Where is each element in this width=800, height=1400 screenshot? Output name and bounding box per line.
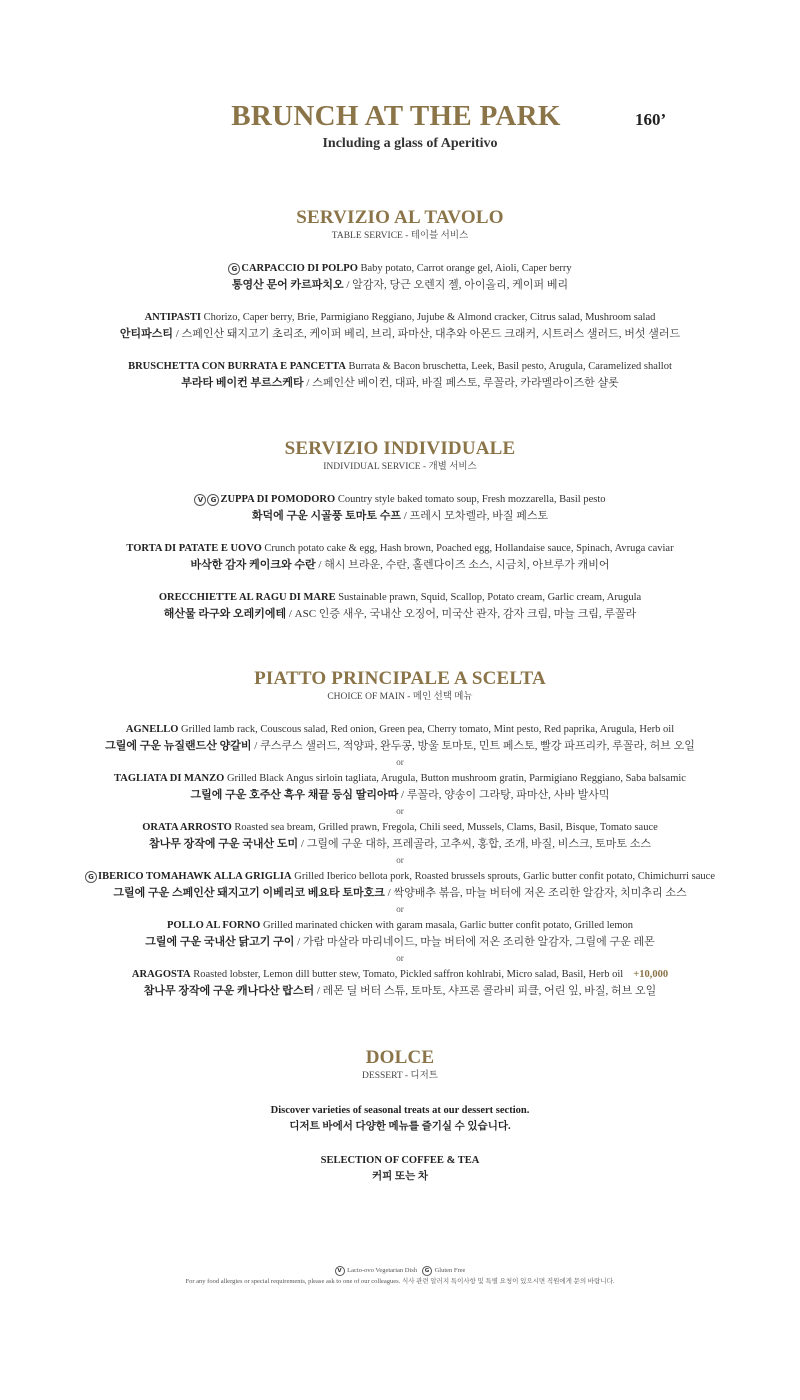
- or-divider: or: [396, 757, 404, 767]
- item-name: ORATA ARROSTO: [142, 822, 232, 833]
- item-desc-ko: / 쿠스쿠스 샐러드, 적양파, 완두콩, 방울 토마토, 민트 페스토, 빨강 파프리카, 루꼴라, 허브 오일: [251, 740, 695, 752]
- menu-item-torta: [0, 541, 800, 573]
- or-divider: or: [396, 904, 404, 914]
- item-name: ANTIPASTI: [144, 312, 201, 323]
- vegetarian-label: Lacto-ovo Vegetarian Dish: [347, 1267, 418, 1274]
- menu-item-orata: [0, 820, 800, 852]
- item-desc-ko: / 싹양배추 볶음, 마늘 버터에 저온 조리한 알감자, 치미추리 소스: [384, 887, 687, 899]
- item-name: AGNELLO: [125, 724, 179, 735]
- item-desc-ko: / 레몬 딜 버터 스튜, 토마토, 샤프론 콜라비 피클, 어린 잎, 바질, 허브 오일: [314, 985, 657, 997]
- dessert-text-en: Discover varieties of seasonal treats at our dessert section.: [270, 1105, 530, 1116]
- supplement-price: +10,000: [633, 969, 669, 980]
- menu-title: BRUNCH AT THE PARK: [231, 100, 561, 132]
- item-desc: Grilled Iberico bellota pork, Roasted brussels sprouts, Garlic butter confit potato, Chimichurri sauce: [291, 871, 716, 882]
- coffee-tea-en: SELECTION OF COFFEE & TEA: [320, 1155, 480, 1166]
- gluten-free-label: Gluten Free: [434, 1267, 466, 1274]
- item-name-ko: 그릴에 구운 스페인산 돼지고기 이베리코 베요타 토마호크: [113, 887, 385, 899]
- item-desc-ko: / 루꼴라, 양송이 그라탕, 파마산, 사바 발사믹: [398, 789, 610, 801]
- gluten-free-icon: G: [228, 263, 240, 275]
- or-divider: or: [396, 855, 404, 865]
- menu-item-aragosta: [0, 967, 800, 999]
- dessert-text-ko: 디저트 바에서 다양한 메뉴를 즐기실 수 있습니다.: [289, 1121, 511, 1132]
- vegetarian-icon: V: [194, 494, 206, 506]
- or-divider: or: [396, 806, 404, 816]
- item-desc: Crunch potato cake & egg, Hash brown, Poached egg, Hollandaise sauce, Spinach, Avruga caviar: [261, 543, 674, 554]
- item-name-ko: 통영산 문어 카르파치오: [231, 279, 344, 291]
- item-name: ARAGOSTA: [131, 969, 191, 980]
- item-desc-ko: / 스페인산 돼지고기 초리조, 케이퍼 베리, 브리, 파마산, 대추와 아몬드 크래커, 시트러스 샐러드, 버섯 샐러드: [173, 328, 681, 340]
- item-desc-ko: / 해시 브라운, 수란, 홀렌다이즈 소스, 시금치, 아브루가 캐비어: [315, 559, 610, 571]
- item-desc: Grilled lamb rack, Couscous salad, Red onion, Green pea, Cherry tomato, Mint pesto, Red paprika, Arugula, Herb oil: [178, 724, 675, 735]
- item-desc: Roasted lobster, Lemon dill butter stew, Tomato, Pickled saffron kohlrabi, Micro salad, Basil, Herb oil: [190, 969, 624, 980]
- allergy-note: For any food allergies or special requirements, please ask to one of our colleagues. 식사 관련 알러지 특이사항 및 특별 요청이 있으시면 직원에게 문의 바랍니다.: [185, 1278, 615, 1285]
- item-desc: Country style baked tomato soup, Fresh mozzarella, Basil pesto: [335, 494, 606, 505]
- section-table-service: [0, 207, 800, 391]
- item-desc: Grilled marinated chicken with garam masala, Garlic butter confit potato, Grilled lemon: [260, 920, 633, 931]
- section-subtitle: CHOICE OF MAIN - 메인 선택 메뉴: [327, 692, 473, 702]
- item-name: BRUSCHETTA CON BURRATA E PANCETTA: [128, 361, 346, 372]
- gluten-free-icon: G: [207, 494, 219, 506]
- item-desc-ko: / 그릴에 구운 대하, 프레골라, 고추씨, 홍합, 조개, 바질, 비스크, 토마토 소스: [298, 838, 651, 850]
- footer: [0, 1265, 800, 1287]
- section-title: SERVIZIO INDIVIDUALE: [284, 438, 516, 459]
- item-name: TAGLIATA DI MANZO: [114, 773, 225, 784]
- menu-subtitle: Including a glass of Aperitivo: [322, 136, 498, 151]
- menu-item-pollo: [0, 918, 800, 950]
- section-individual-service: [0, 438, 800, 622]
- item-name-ko: 참나무 장작에 구운 국내산 도미: [149, 838, 299, 850]
- item-name-ko: 그릴에 구운 호주산 흑우 채끝 등심 딸리아따: [190, 789, 399, 801]
- item-name: POLLO AL FORNO: [167, 920, 261, 931]
- menu-price: 160’: [635, 110, 667, 129]
- item-name-ko: 안티파스티: [119, 328, 174, 340]
- item-name-ko: 그릴에 구운 국내산 닭고기 구이: [145, 936, 295, 948]
- item-name-ko: 해산물 라구와 오레키에테: [163, 608, 287, 620]
- item-desc-ko: / 가람 마살라 마리네이드, 마늘 버터에 저온 조리한 알감자, 그릴에 구운 레몬: [294, 936, 655, 948]
- item-desc-ko: / 프레시 모차렐라, 바질 페스토: [401, 510, 549, 522]
- section-title: PIATTO PRINCIPALE A SCELTA: [254, 668, 546, 689]
- menu-item-iberico: [0, 869, 800, 901]
- item-name: TORTA DI PATATE E UOVO: [126, 543, 262, 554]
- coffee-tea-ko: 커피 또는 차: [372, 1171, 428, 1182]
- section-title: SERVIZIO AL TAVOLO: [296, 207, 504, 228]
- item-name: ORECCHIETTE AL RAGU DI MARE: [158, 592, 336, 603]
- section-title: DOLCE: [365, 1047, 435, 1068]
- dietary-legend: [0, 1265, 800, 1277]
- vegetarian-icon: V: [335, 1266, 345, 1276]
- menu-item-antipasti: [0, 310, 800, 342]
- item-desc: Sustainable prawn, Squid, Scallop, Potato cream, Garlic cream, Arugula: [335, 592, 642, 603]
- section-dessert: [0, 1047, 800, 1185]
- item-desc-ko: / 스페인산 베이컨, 대파, 바질 페스토, 루꼴라, 카라멜라이즈한 샬롯: [303, 377, 619, 389]
- gluten-free-icon: G: [85, 871, 97, 883]
- item-desc-ko: / 알감자, 당근 오렌지 젤, 아이올리, 케이퍼 베리: [343, 279, 569, 291]
- menu-item-bruschetta: [0, 359, 800, 391]
- menu-item-carpaccio: [0, 261, 800, 293]
- item-name: ZUPPA DI POMODORO: [220, 494, 336, 505]
- section-subtitle: DESSERT - 디저트: [362, 1071, 438, 1081]
- menu-item-zuppa: [0, 492, 800, 524]
- menu-item-tagliata: [0, 771, 800, 803]
- item-name-ko: 바삭한 감자 케이크와 수란: [190, 559, 316, 571]
- item-name-ko: 그릴에 구운 뉴질랜드산 양갈비: [105, 740, 252, 752]
- item-desc: Roasted sea bream, Grilled prawn, Fregola, Chili seed, Mussels, Clams, Basil, Bisque, Tomato sauce: [231, 822, 658, 833]
- or-divider: or: [396, 953, 404, 963]
- item-name-ko: 부라타 베이컨 부르스케타: [181, 377, 304, 389]
- item-name-ko: 화덕에 구운 시골풍 토마토 수프: [251, 510, 402, 522]
- gluten-free-icon: G: [422, 1266, 432, 1276]
- section-subtitle: INDIVIDUAL SERVICE - 개별 서비스: [323, 462, 477, 472]
- menu-item-agnello: [0, 722, 800, 754]
- menu-item-orecchiette: [0, 590, 800, 622]
- item-desc: Grilled Black Angus sirloin tagliata, Arugula, Button mushroom gratin, Parmigiano Reggiano, Saba balsamic: [224, 773, 686, 784]
- item-desc: Burrata & Bacon bruschetta, Leek, Basil pesto, Arugula, Caramelized shallot: [345, 361, 672, 372]
- item-desc: Chorizo, Caper berry, Brie, Parmigiano Reggiano, Jujube & Almond cracker, Citrus salad, Mushroom salad: [201, 312, 656, 323]
- item-name: CARPACCIO DI POLPO: [241, 263, 358, 274]
- section-subtitle: TABLE SERVICE - 테이블 서비스: [331, 231, 469, 241]
- item-desc-ko: / ASC 인증 새우, 국내산 오징어, 미국산 관자, 감자 크림, 마늘 크림, 루꼴라: [286, 608, 637, 620]
- item-desc: Baby potato, Carrot orange gel, Aioli, Caper berry: [357, 263, 572, 274]
- item-name-ko: 참나무 장작에 구운 캐나다산 랍스터: [143, 985, 315, 997]
- section-choice-of-main: [0, 668, 800, 999]
- item-name: IBERICO TOMAHAWK ALLA GRIGLIA: [97, 871, 292, 882]
